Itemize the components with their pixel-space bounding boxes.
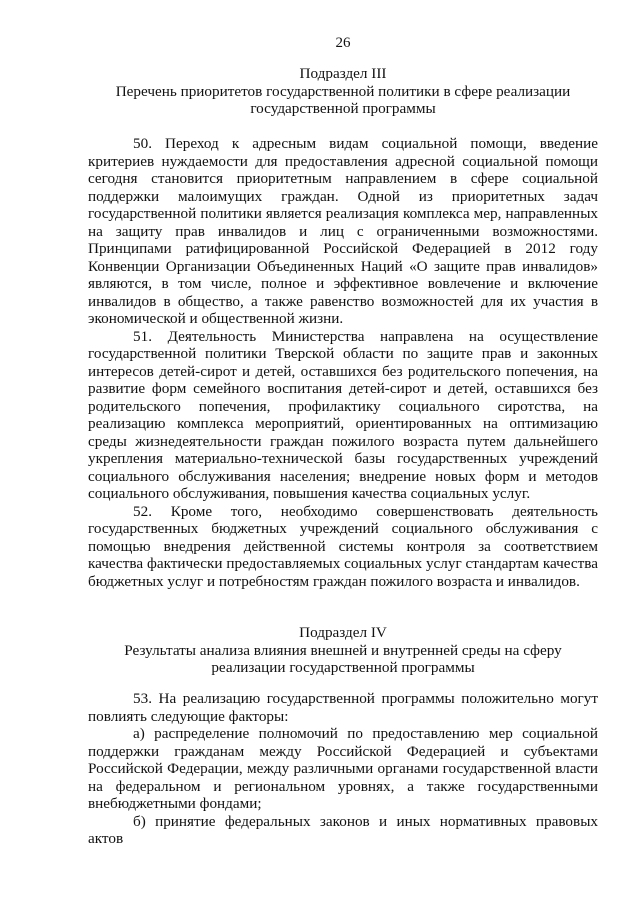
section-iii-heading bbox=[88, 65, 598, 118]
section-iv-body bbox=[88, 690, 598, 848]
section-iii-title: Перечень приоритетов государственной политики в сфере реализации государственной программы bbox=[115, 82, 571, 117]
paragraph-53: 53. На реализацию государственной программы положительно могут повлиять следующие факторы: bbox=[88, 690, 598, 725]
paragraph-53-item-a: а) распределение полномочий по предоставлению мер социальной поддержки гражданам между Российской Федерацией и субъектами Российской Федерации, между различными органами государственной власти на федеральном и региональном уровнях, а также государственными внебюджетными фондами; bbox=[88, 725, 598, 812]
paragraph-50: 50. Переход к адресным видам социальной помощи, введение критериев нуждаемости для предоставления адресной социальной помощи сегодня становится приоритетным направлением в сфере социальной поддержки малоимущих граждан. Одной из приоритетных задач государственной политики является реализация комплекса мер, направленных на защиту прав инвалидов и лиц с ограниченными возможностями. Принципами ратифицированной Российской Федерацией в 2012 году Конвенции Организации Объединенных Наций «О защите прав инвалидов» являются, в том числе, полное и эффективное вовлечение и включение инвалидов в общество, а также равенство возможностей для их участия в экономической и общественной жизни. bbox=[88, 135, 598, 327]
section-iii-label: Подраздел III bbox=[299, 65, 387, 82]
paragraph-52: 52. Кроме того, необходимо совершенствовать деятельность государственных бюджетных учреждений социального обслуживания с помощью внедрения действенной системы контроля за соответствием качества фактически предоставляемых социальных услуг стандартам качества бюджетных услуг и потребностям граждан пожилого возраста и инвалидов. bbox=[88, 502, 598, 590]
section-iv-title: Результаты анализа влияния внешней и внутренней среды на сферу реализации государственной программы bbox=[124, 641, 562, 676]
paragraph-53-item-b: б) принятие федеральных законов и иных нормативных правовых актов bbox=[88, 812, 598, 847]
section-iv-label: Подраздел IV bbox=[299, 624, 387, 641]
page-number: 26 bbox=[335, 35, 351, 51]
paragraph-51: 51. Деятельность Министерства направлена на осуществление государственной политики Тверской области по защите прав и законных интересов детей-сирот и детей, оставшихся без родительского попечения, на развитие форм семейного воспитания детей-сирот и детей, оставшихся без родительского попечения, профилактику социального сиротства, на реализацию комплекса мероприятий, ориентированных на оптимизацию среды жизнедеятельности граждан пожилого возраста путем дальнейшего укрепления материально-технической базы государственных учреждений социального обслуживания населения; внедрение новых форм и методов социального обслуживания, повышения качества социальных услуг. bbox=[88, 327, 598, 502]
section-iv-heading bbox=[88, 624, 598, 677]
section-iii-body bbox=[88, 135, 598, 590]
